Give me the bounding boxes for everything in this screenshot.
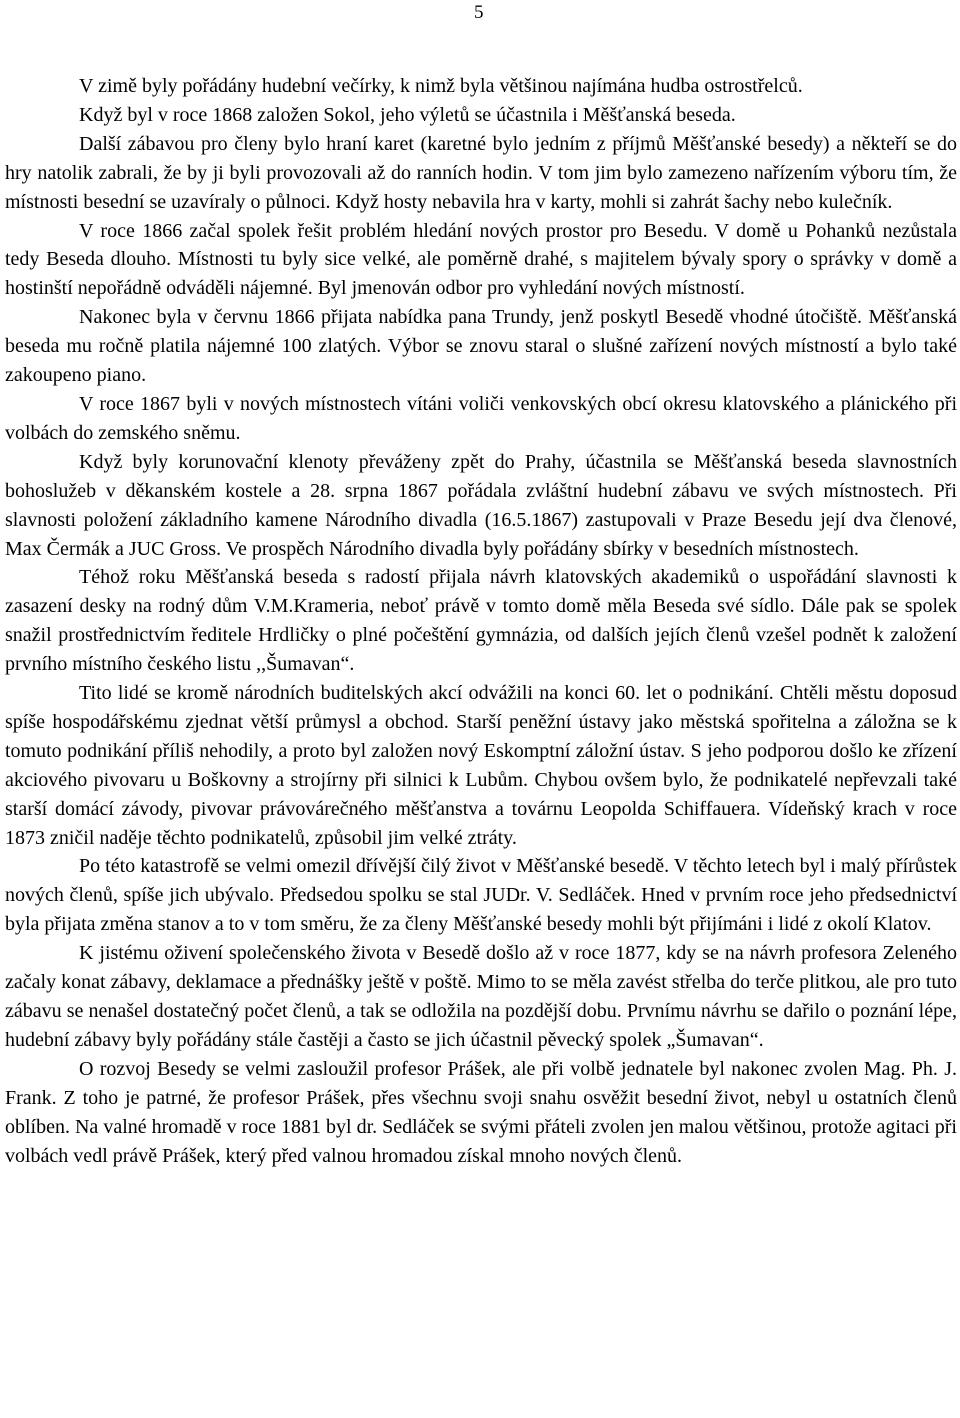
paragraph-decline: Po této katastrofě se velmi omezil dřívější čilý život v Měšťanské besedě. V těchto letech byl i malý přírůstek nových členů, spíše jich ubývalo. Předsedou spolku se stal JUDr. V. Sedláček. Hned v prvním roce jeho předsednictví byla přijata změna stanov a to v tom směru, že za členy Měšťanské besedy mohli být přijímáni i lidé z okolí Klatov. [5, 855, 957, 936]
page-number: 5 [474, 2, 484, 23]
document-body [5, 72, 957, 1170]
paragraph-kramerius-plaque: Téhož roku Měšťanská beseda s radostí přijala návrh klatovských akademiků o uspořádání slavnosti k zasazení desky na rodný dům V.M.Krameria, neboť právě v tomto domě měla Beseda své sídlo. Dále pak se spolek snažil prostřednictvím ředitele Hrdličky o plné počeštění gymnázia, od dalších jejích členů vzešel podnět k založení prvního místního českého listu ,,Šumavan“. [5, 566, 957, 676]
paragraph-sokol: Když byl v roce 1868 založen Sokol, jeho výletů se účastnila i Měšťanská beseda. [79, 103, 736, 126]
paragraph-business: Tito lidé se kromě národních buditelských akcí odvážili na konci 60. let o podnikání. Chtěli městu doposud spíše hospodářskému zjednat větší průmysl a obchod. Starší peněžní ústavy jako městská spořitelna a záložna se k tomuto podnikání příliš nehodily, a proto byl založen nový Eskomptní záložní ústav. S jeho podporou došlo ke zřízení akciového pivovaru u Boškovny a strojírny při silnici k Lubům. Chybou ovšem bylo, že podnikatelé nepřevzali také starší domácí závody, pivovar právovárečného měšťanstva a továrnu Leopolda Schiffauera. Vídeňský krach v roce 1873 zničil naděje těchto podnikatelů, způsobil jim velké ztráty. [5, 682, 957, 849]
paragraph-revival-1877: K jistému oživení společenského života v Besedě došlo až v roce 1877, kdy se na návrh profesora Zeleného začaly konat zábavy, deklamace a přednášky ještě v poště. Mimo to se měla zavést střelba do terče plitkou, ale pro tuto zábavu se nenašel dostatečný počet členů, a tak se odložila na pozdější dobu. Prvnímu návrhu se dařilo o poznání lépe, hudební zábavy byly pořádány stále častěji a často se jich účastnil pěvecký spolek „Šumavan“. [5, 942, 957, 1051]
paragraph-voters-1867: V roce 1867 byli v nových místnostech vítáni voliči venkovských obcí okresu klatovského a plánického při volbách do zemského sněmu. [5, 392, 957, 444]
paragraph-trunda-offer: Nakonec byla v červnu 1866 přijata nabídka pana Trundy, jenž poskytl Besedě vhodné útočiště. Měšťanská beseda mu ročně platila nájemné 100 zlatých. Výbor se znovu staral o slušné zařízení nových místností a bylo také zakoupeno piano. [5, 306, 957, 387]
paragraph-card-games: Další zábavou pro členy bylo hraní karet (karetné bylo jedním z příjmů Měšťanské besedy) a někteří se do hry natolik zabrali, že by ji byli provozovali až do ranních hodin. V tom jim bylo zamezeno nařízením výboru tím, že místnosti besední se uzavíraly o půlnoci. Když hosty nebavila hra v karty, mohli si zahrát šachy nebo kulečník. [5, 132, 957, 213]
paragraph-crown-jewels: Když byly korunovační klenoty převáženy zpět do Prahy, účastnila se Měšťanská beseda slavnostních bohoslužeb v děkanském kostele a 28. srpna 1867 pořádala zvláštní hudební zábavu ve svých místnostech. Při slavnosti položení základního kamene Národního divadla (16.5.1867) zastupovali v Praze Besedu její dva členové, Max Čermák a JUC Gross. Ve prospěch Národního divadla byly pořádány sbírky v besedních místnostech. [5, 450, 957, 560]
paragraph-music-evenings: V zimě byly pořádány hudební večírky, k nimž byla většinou najímána hudba ostrostřelců. [79, 75, 803, 97]
paragraph-new-premises: V roce 1866 začal spolek řešit problém hledání nových prostor pro Besedu. V domě u Pohanků nezůstala tedy Beseda dlouho. Místnosti tu byly sice velké, ale poměrně drahé, s majitelem bývaly spory o správky v domě a hostinští nepořádně odváděli nájemné. Byl jmenován odbor pro vyhledání nových místností. [5, 219, 957, 300]
paragraph-prasek: O rozvoj Besedy se velmi zasloužil profesor Prášek, ale při volbě jednatele byl nakonec zvolen Mag. Ph. J. Frank. Z toho je patrné, že profesor Prášek, přes všechnu svoji snahu osvěžit besední život, nebyl u ostatních členů oblíben. Na valné hromadě v roce 1881 byl dr. Sedláček se svými přáteli zvolen jen malou většinou, protože agitaci při volbách vedl právě Prášek, který před valnou hromadou získal mnoho nových členů. [5, 1057, 957, 1167]
